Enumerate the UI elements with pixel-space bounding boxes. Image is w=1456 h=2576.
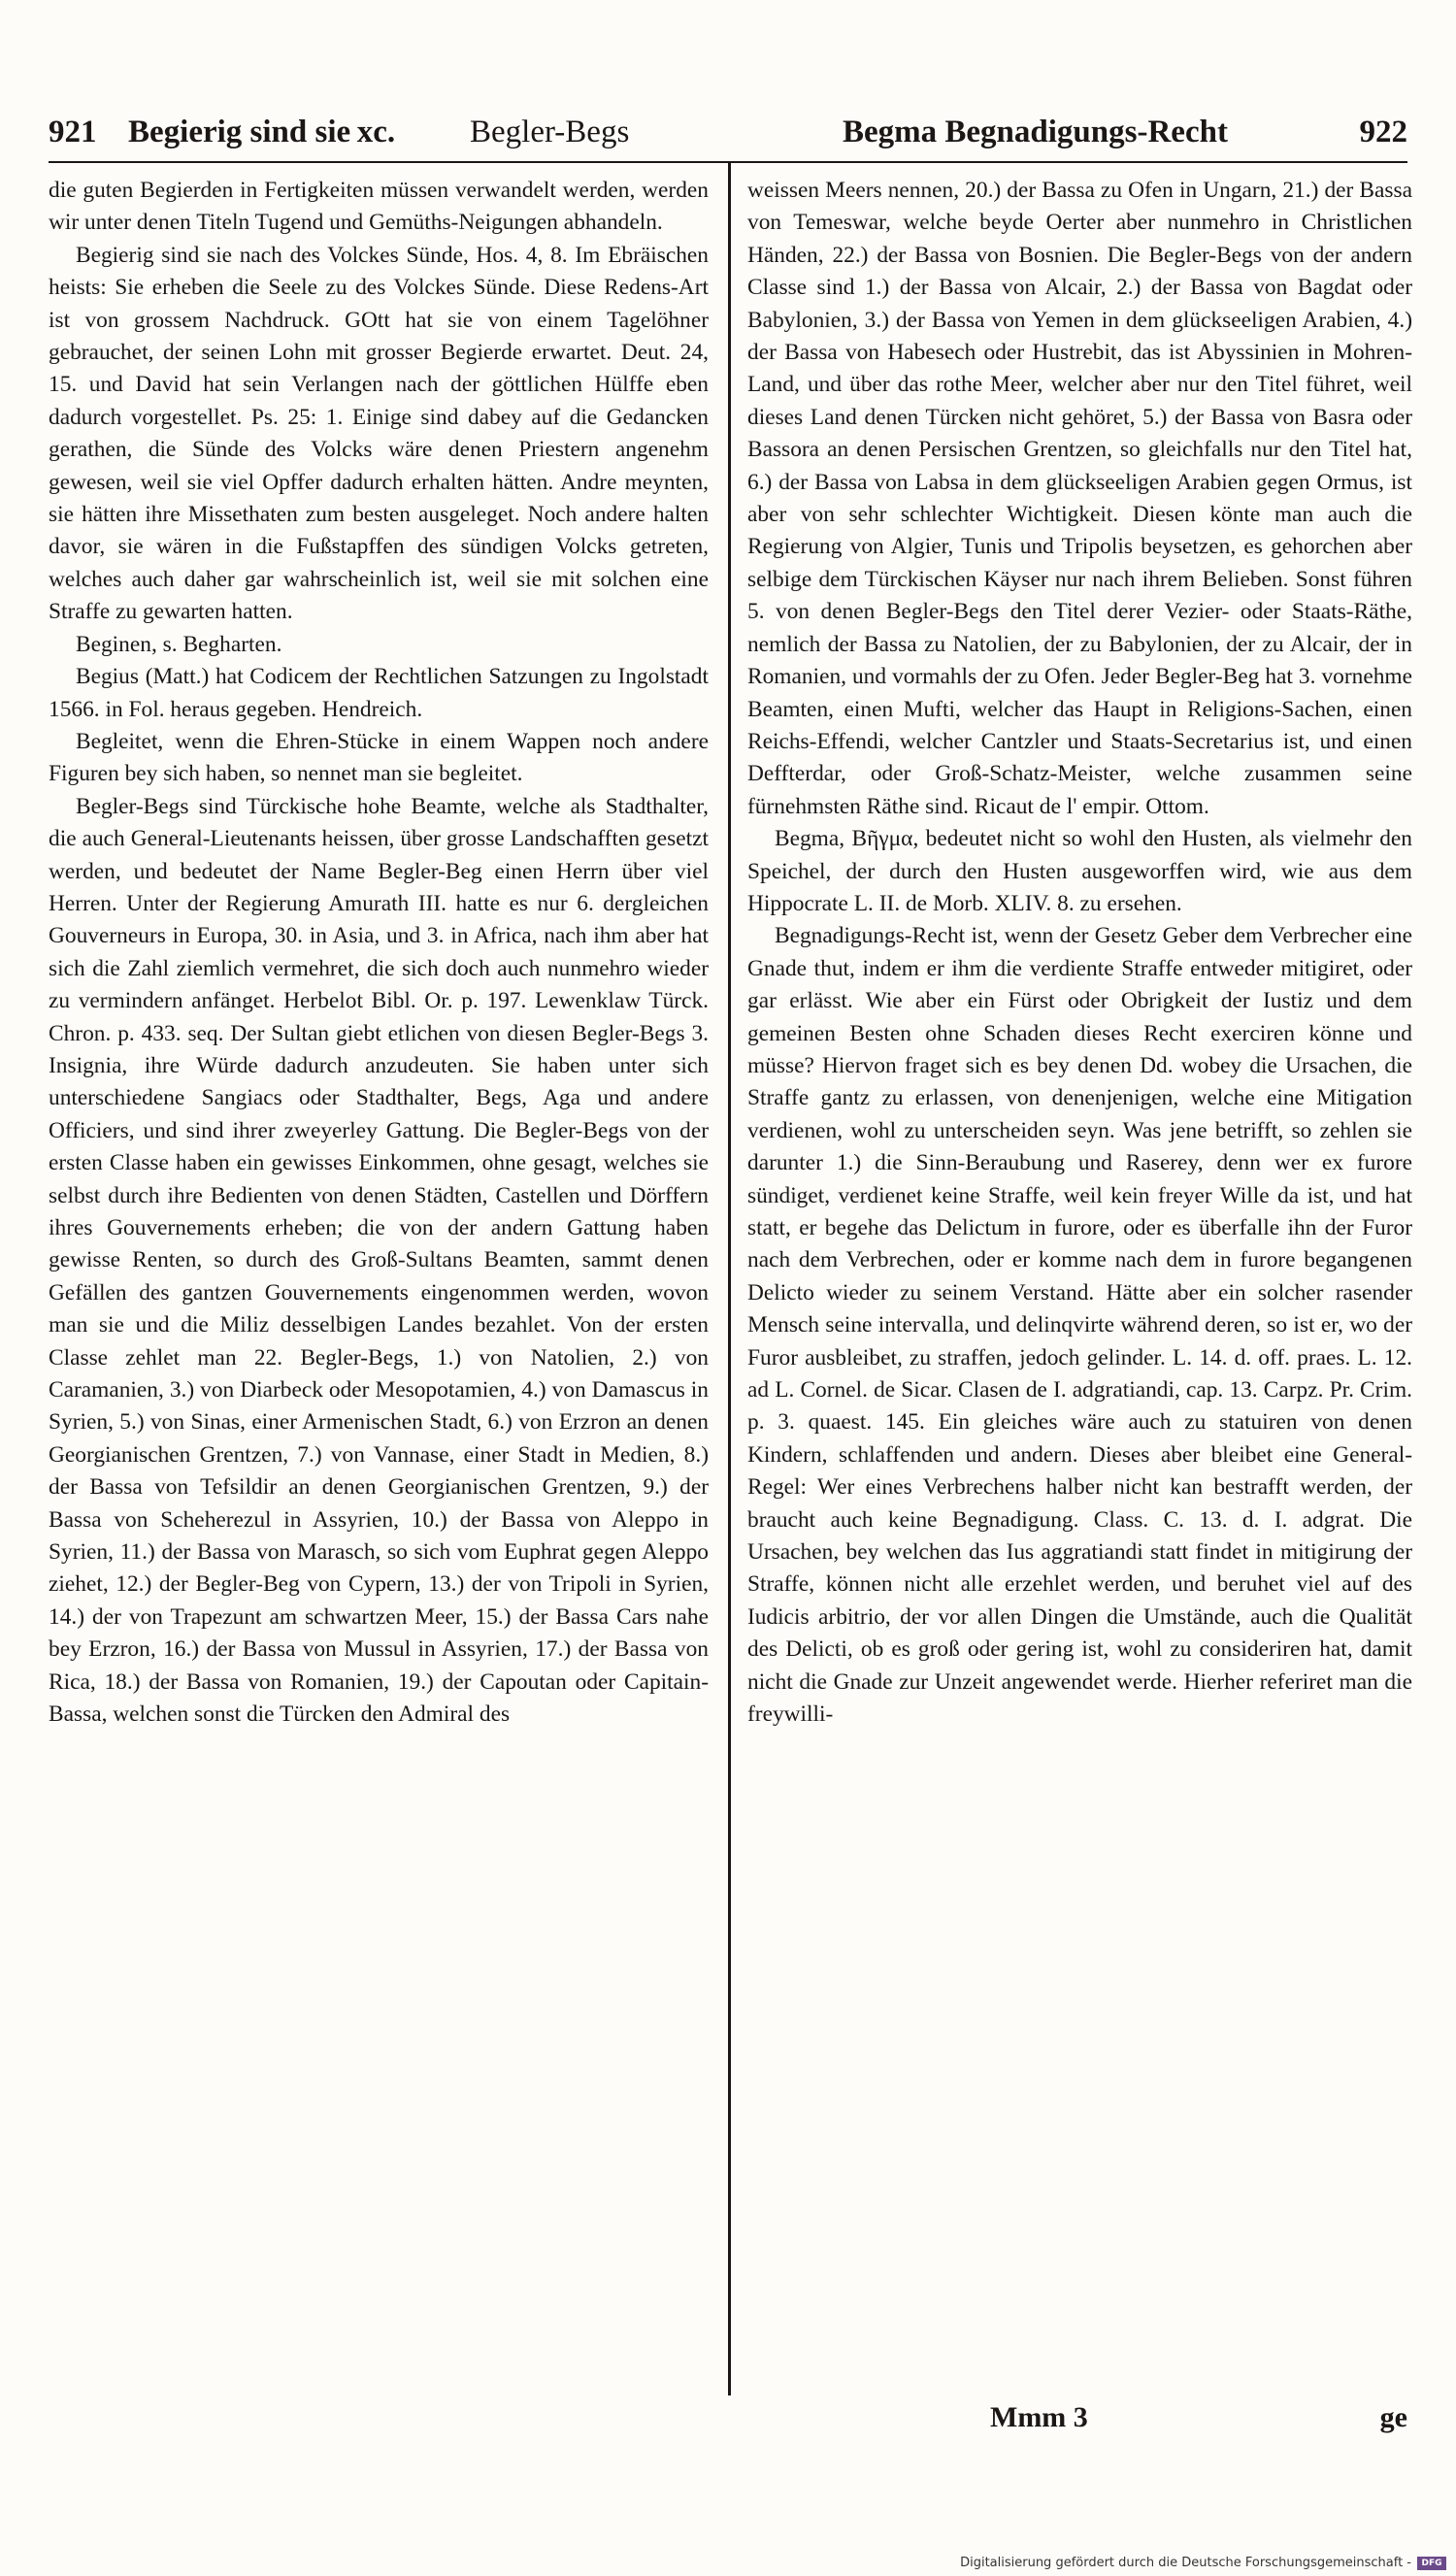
entry-begler-begs: Begler-Begs sind Türckische hohe Beamte, welche als Stadthalter, die auch General-Lieutenants heissen, über grosse Landschafften gesetzt werden, und bedeutet der Name Begler-Beg einen Herrn über viel Herren. Unter der Regierung Amurath III. hatte es nur 6. dergleichen Gouverneurs in Europa, 30. in Asia, und 3. in Africa, nach ihm aber hat sich die Zahl ziemlich vermehret, die sich doch auch nunmehro wieder zu vermindern anfänget. Herbelot Bibl. Or. p. 197. Lewenklaw Türck. Chron. p. 433. seq. Der Sultan giebt etlichen von diesen Begler-Begs 3. Insignia, ihre Würde dadurch anzudeuten. Sie haben unter sich unterschiedene Sangiacs oder Stadthalter, Begs, Aga und andere Officiers, und sind ihrer zweyerley Gattung. Die Begler-Begs von der ersten Classe haben ein gewisses Einkommen, ohne gesagt, welches sie selbst durch ihre Bedienten von denen Städten, Castellen und Dörffern ihres Gouvernements erheben; die von der andern Gattung haben gewisse Renten, so durch des Groß-Sultans Beamten, sammt denen Gefällen des gantzen Gouvernements eingenommen werden, wovon man sie und die Miliz desselbigen Landes bezahlet. Von der ersten Classe zehlet man 22. Begler-Begs, 1.) von Natolien, 2.) von Caramanien, 3.) von Diarbeck oder Mesopotamien, 4.) von Damascus in Syrien, 5.) von Sinas, einer Armenischen Stadt, 6.) von Erzron an denen Georgianischen Grentzen, 7.) von Vannase, einer Stadt in Medien, 8.) der Bassa von Tefsildir an denen Georgianischen Grentzen, 9.) der Bassa von Scheherezul in Assyrien, 10.) der Bassa von Aleppo in Syrien, 11.) der Bassa von Marasch, so sich vom Euphrat gegen Aleppo ziehet, 12.) der Begler-Beg von Cypern, 13.) der von Tripoli in Syrien, 14.) der von Trapezunt am schwartzen Meer, 15.) der Bassa Cars nahe bey Erzron, 16.) der Bassa von Mussul in Assyrien, 17.) der Bassa von Rica, 18.) der Bassa von Romanien, 19.) der Capoutan oder Capitain-Bassa, welchen sonst die Türcken den Admiral des xyxy=(49,793,709,1728)
column-divider xyxy=(728,163,731,2395)
page-footer xyxy=(990,2401,1407,2440)
entry-begma: Begma, Βῆγμα, bedeutet nicht so wohl den Husten, als vielmehr den Speichel, der durch den Husten ausgeworffen wird, wie aus dem Hippocrate L. II. de Morb. XLIV. 8. zu ersehen. xyxy=(747,826,1412,916)
paragraph: weissen Meers nennen, 20.) der Bassa zu Ofen in Ungarn, 21.) der Bassa von Temeswar, welche beyde Oerter aber nunmehro in Christlichen Händen, 22.) der Bassa von Bosnien. Die Begler-Begs von der andern Classe sind 1.) der Bassa von Alcair, 2.) der Bassa von Bagdat oder Babylonien, 3.) der Bassa von Yemen in dem glückseeligen Arabien, 4.) der Bassa von Habesech oder Hustrebit, das ist Abyssinien in Mohren-Land, und über das rothe Meer, welcher aber nur den Titel führet, weil dieses Land denen Türcken nicht gehöret, 5.) der Bassa von Basra oder Bassora an denen Persischen Grentzen, so gleichfalls nur den Titel hat, 6.) der Bassa von Labsa in dem glückseeligen Arabien gegen Ormus, ist aber von sehr schlechter Wichtigkeit. Diesen könte man auch die Regierung von Algier, Tunis und Tripolis beysetzen, es gehorchen aber selbige dem Türckischen Käyser nur nach ihrem Belieben. Sonst führen 5. von denen Begler-Begs den Titel derer Vezier- oder Staats-Räthe, nemlich der Bassa zu Natolien, der zu Babylonien, der zu Alcair, der in Romanien, und vormahls der zu Ofen. Jeder Begler-Beg hat 3. vornehme Beamten, einen Mufti, welcher das Haupt in Religions-Sachen, einen Reichs-Effendi, welcher Cantzler und Staats-Secretarius ist, und einen Deffterdar, oder Groß-Schatz-Meister, welche zusammen seine fürnehmsten Räthe sind. Ricaut de l' empir. Ottom. xyxy=(747,178,1412,819)
credit-text: Digitalisierung gefördert durch die Deutsche Forschungsgemeinschaft - xyxy=(960,2556,1411,2570)
right-running-title: Begma Begnadigungs-Recht xyxy=(843,115,1228,149)
entry-begius: Begius (Matt.) hat Codicem der Rechtlichen Satzungen zu Ingolstadt 1566. in Fol. heraus gegeben. Hendreich. xyxy=(49,664,709,722)
signature-mark: Mmm 3 xyxy=(990,2401,1088,2433)
right-page-number: 922 xyxy=(1359,115,1407,149)
left-running-title: Begierig sind sie xc. xyxy=(128,115,396,149)
entry-begierig: Begierig sind sie nach des Volckes Sünde, Hos. 4, 8. Im Ebräischen heists: Sie erheben die Seele zu des Volckes Sünde. Diese Redens-Art ist von grossem Nachdruck. GOtt hat sie von einem Tagelöhner gebrauchet, der seinen Lohn mit grosser Begierde erwartet. Deut. 24, 15. und David hat sein Verlangen nach der göttlichen Hülffe eben dadurch vorgestellet. Ps. 25: 1. Einige sind dabey auf die Gedancken gerathen, die Sünde des Volcks wäre denen Priestern angenehm gewesen, weil sie viel Opffer dadurch erhalten hätten. Andre meynten, sie hätten ihre Missethaten zum besten ausgeleget. Noch andere halten davor, sie wären in die Fußstapffen des sündigen Volcks getreten, welches auch daher gar wahrscheinlich ist, weil sie mit solchen eine Straffe zu gewarten hatten. xyxy=(49,242,709,625)
left-running-subtitle: Begler-Begs xyxy=(470,115,630,149)
left-column xyxy=(49,175,709,1732)
catchword: ge xyxy=(1379,2401,1407,2433)
right-column xyxy=(747,175,1412,1732)
entry-beginen: Beginen, s. Begharten. xyxy=(76,631,282,657)
entry-begleitet: Begleitet, wenn die Ehren-Stücke in einem Wappen noch andere Figuren bey sich haben, so nennet man sie begleitet. xyxy=(49,728,709,787)
paragraph: die guten Begierden in Fertigkeiten müssen verwandelt werden, werden wir unter denen Titeln Tugend und Gemüths-Neigungen abhandeln. xyxy=(49,178,709,236)
page-header xyxy=(49,115,1407,161)
entry-begnadigungs-recht: Begnadigungs-Recht ist, wenn der Gesetz Geber dem Verbrecher eine Gnade thut, indem er ihm die verdiente Straffe entweder mitigiret, oder gar erlässt. Wie aber ein Fürst oder Obrigkeit der Iustiz und dem gemeinen Besten ohne Schaden dieses Recht exerciren könne und müsse? Hiervon fraget sich es bey denen Dd. wobey die Ursachen, die Straffe gantz zu erlassen, von denenjenigen, welche eine Mitigation verdienen, wohl zu unterscheiden seyn. Was jene betrifft, so zehlen sie darunter 1.) die Sinn-Beraubung und Raserey, denn wer ex furore sündiget, verdienet keine Straffe, weil kein freyer Wille da ist, und hat statt, er begehe das Delictum in furore, oder es überfalle ihn der Furor nach dem Verbrechen, oder er komme nach dem in furore begangenen Delicto wieder zu seinem Verstand. Hätte aber ein solcher rasender Mensch seine intervalla, und delinqvirte während deren, so ist er, wo der Furor ausbleibet, zu straffen, jedoch gelinder. L. 14. d. off. praes. L. 12. ad L. Cornel. de Sicar. Clasen de I. adgratiandi, cap. 13. Carpz. Pr. Crim. p. 3. quaest. 145. Ein gleiches wäre auch zu statuiren von denen Kindern, schlaffenden und andern. Dieses aber bleibet eine General-Regel: Wer eines Verbrechens halber nicht kan bestrafft werden, der braucht auch keine Begnadigung. Class. C. 13. d. I. adgrat. Die Ursachen, bey welchen das Ius aggratiandi statt findet in mitigirung der Straffe, können nicht alle erzehlet werden, und beruhet viel auf des Iudicis arbitrio, der vor allen Dingen die Umstände, auch die Qualität des Delicti, ob es groß oder gering ist, wohl zu consideriren hat, damit nicht die Gnade zur Unzeit angewendet werde. Hierher referiret man die freywilli- xyxy=(747,923,1412,1728)
dfg-logo-icon: DFG xyxy=(1417,2557,1446,2570)
left-page-number: 921 xyxy=(49,115,97,149)
digitization-credit xyxy=(960,2556,1446,2570)
